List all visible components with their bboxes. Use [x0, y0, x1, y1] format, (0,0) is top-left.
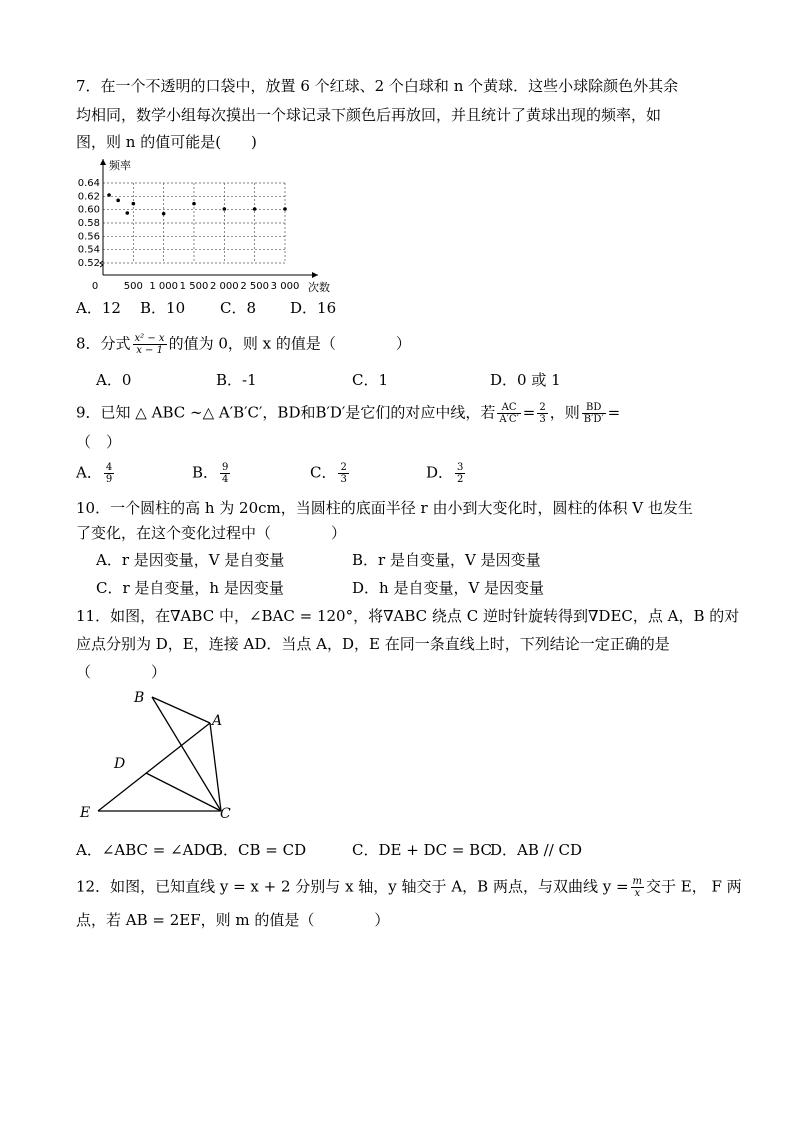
q9-ratio-value [537, 402, 547, 425]
rotation-diagram [70, 680, 250, 830]
q9-f2-num: 2 [539, 402, 546, 413]
y-tick-label: 0.54 [77, 244, 100, 256]
q11-option-d: D．AB // CD [490, 841, 583, 859]
q9-option-a-label: A． [76, 463, 102, 482]
data-point [192, 202, 196, 206]
q8-frac-num: x² − x [134, 333, 165, 344]
q9-option-d-num: 3 [457, 462, 464, 473]
x-tick-label: 500 [123, 281, 143, 292]
q12-text-1a: 12．如图，已知直线 y = x + 2 分别与 x 轴，y 轴交于 A，B 两点，与双曲线 y = [76, 877, 629, 896]
q11-option-b: B．CB = CD [212, 841, 307, 859]
q11-line-3: （ ） [76, 663, 167, 681]
q9-ratio-ac [497, 402, 520, 425]
y-tick-label: 0.58 [77, 218, 100, 229]
y-tick-label: 0.64 [77, 178, 100, 189]
q11-line-2: 应点分别为 D，E，连接 AD．当点 A，D，E 在同一条直线上时，下列结论一定正确的是 [76, 635, 670, 653]
q9-f1-num: AC [497, 402, 520, 414]
q8-prefix: 8．分式 [76, 334, 131, 353]
segment-ba [152, 697, 210, 723]
q10-option-b: B．r 是自变量，V 是因变量 [352, 551, 541, 569]
q9-eq: = [522, 403, 536, 422]
q9-line-1 [76, 402, 620, 425]
q9-option-d [426, 462, 467, 485]
y-tick-label: 0.52 [77, 258, 100, 269]
q8-fraction [133, 333, 167, 356]
y-axis-arrow [100, 159, 106, 165]
q7-line-2: 均相同，数学小组每次摸出一个球记录下颜色后再放回，并且统计了黄球出现的频率，如 [76, 106, 662, 124]
data-point [162, 212, 166, 216]
q9-f1-den: A′C′ [499, 414, 519, 425]
label-c: C [220, 806, 231, 822]
q12-line-2: 点，若 AB = 2EF，则 m 的值是（ ） [76, 911, 390, 929]
x-tick-label: 3 000 [270, 281, 300, 292]
q7-option-b: B．10 [140, 299, 186, 317]
q12-frac-num: m [632, 876, 643, 887]
q9-option-c-label: C． [310, 463, 337, 482]
q9-option-c-frac [338, 462, 348, 485]
q9-f2-den: 3 [539, 414, 546, 425]
q9-option-b [192, 462, 232, 485]
q12-text-1b: 交于 E， F 两 [646, 877, 742, 896]
q9-line-2: （ ） [76, 433, 122, 451]
q9-option-c-num: 2 [340, 462, 347, 473]
q9-f3-num: BD [582, 402, 606, 414]
segment-ac [210, 723, 221, 811]
q9-option-a-num: 4 [105, 462, 113, 473]
x-axis-label: 次数 [308, 281, 330, 294]
x-axis-arrow [312, 272, 318, 278]
q9-option-a-den: 9 [105, 474, 113, 485]
frequency-chart [70, 155, 340, 295]
q10-option-d: D．h 是自变量，V 是因变量 [352, 579, 545, 597]
q12-fraction [631, 876, 644, 899]
q8-line [76, 333, 411, 356]
q9-option-d-label: D． [426, 463, 454, 482]
q10-line-2: 了变化，在这个变化过程中（ ） [76, 524, 347, 542]
q10-line-1: 10．一个圆柱的高 h 为 20cm，当圆柱的底面半径 r 由小到大变化时，圆柱的体积 V 也发生 [76, 499, 693, 517]
q7-option-a: A．12 [76, 299, 121, 317]
q9-option-b-den: 4 [222, 474, 229, 485]
q9-text-1: 9．已知 △ ABC ∼△ A′B′C′，BD和B′D′是它们的对应中线，若 [76, 403, 496, 422]
q9-option-a [76, 462, 116, 485]
x-tick-label: 1 500 [179, 281, 209, 292]
label-d: D [114, 756, 126, 772]
data-point [132, 202, 136, 206]
label-b: B [134, 690, 145, 706]
q8-option-a: A．0 [96, 371, 132, 389]
q7-option-c: C．8 [220, 299, 257, 317]
data-point [116, 199, 120, 203]
data-point [107, 193, 111, 197]
q8-suffix: 的值为 0，则 x 的值是（ ） [168, 334, 411, 353]
q8-option-d: D．0 或 1 [490, 371, 561, 389]
q9-option-c-den: 3 [340, 474, 347, 485]
q9-option-a-frac [104, 462, 114, 485]
q9-f3-den: B′D′ [583, 414, 604, 425]
q9-eq-2: = [607, 403, 621, 422]
y-axis-label: 频率 [109, 159, 131, 172]
data-point [253, 207, 257, 211]
q11-option-c: C．DE + DC = BC [352, 841, 492, 859]
q9-option-b-label: B． [192, 463, 219, 482]
data-point [223, 207, 227, 211]
q10-option-a: A．r 是因变量，V 是自变量 [96, 551, 285, 569]
y-tick-label: 0.56 [77, 231, 100, 243]
q10-option-c: C．r 是自变量，h 是因变量 [96, 579, 284, 597]
q7-option-d: D．16 [290, 299, 337, 317]
q9-option-b-frac [220, 462, 230, 485]
q8-option-b: B．-1 [216, 371, 257, 389]
q8-option-c: C．1 [352, 371, 389, 389]
q9-option-d-frac [455, 462, 465, 485]
data-point [125, 211, 129, 215]
q9-option-b-num: 9 [222, 462, 229, 473]
x-tick-label: 1 000 [149, 281, 178, 292]
origin-label: 0 [91, 281, 99, 292]
q9-option-d-den: 2 [457, 474, 464, 485]
q7-line-1: 7．在一个不透明的口袋中，放置 6 个红球、2 个白球和 n 个黄球．这些小球除颜色外其余 [76, 77, 679, 95]
q9-text-2: ，则 [549, 403, 580, 422]
data-point [283, 207, 287, 211]
x-tick-label: 2 000 [210, 281, 239, 292]
q11-option-a: A．∠ABC = ∠ADC [76, 841, 218, 859]
q7-line-3: 图，则 n 的值可能是( ) [76, 133, 257, 151]
label-a: A [212, 713, 223, 729]
y-tick-label: 0.60 [77, 204, 100, 216]
q8-frac-den: x − 1 [136, 345, 163, 356]
x-tick-label: 2 500 [240, 281, 269, 292]
q9-ratio-bd [582, 402, 606, 425]
q12-line-1 [76, 876, 742, 899]
q11-line-1: 11．如图，在∇ABC 中，∠BAC = 120°，将∇ABC 绕点 C 逆时针旋转得到∇DEC，点 A，B 的对 [76, 607, 740, 625]
q9-option-c [310, 462, 351, 485]
label-e: E [80, 805, 91, 821]
q12-frac-den: x [634, 888, 641, 899]
y-tick-label: 0.62 [77, 191, 100, 203]
